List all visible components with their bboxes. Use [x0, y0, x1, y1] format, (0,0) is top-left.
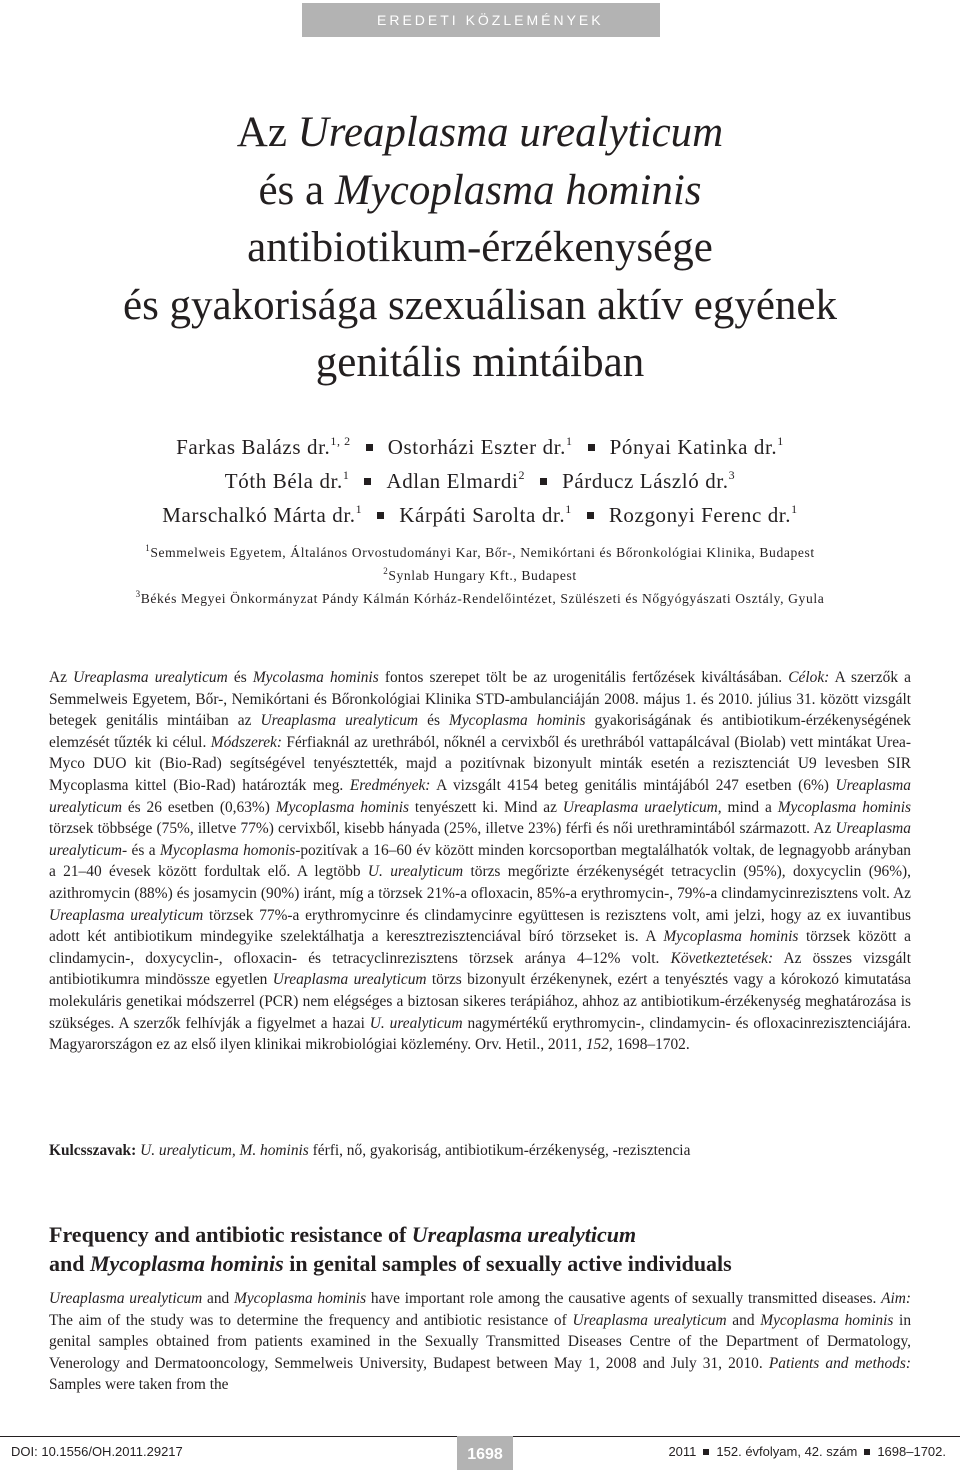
abstract-hungarian [49, 667, 911, 1056]
italic-run: Ureaplasma urealyticum [272, 971, 427, 989]
separator-square-icon [864, 1449, 870, 1455]
text-run: A szerzők a Semmelweis Egyetem, Bőr-, Nemikórtani és Bőronkológiai Klinika STD-ambulanciáján 2008. május 1. és 2010. július 31. között vizsgált betegek genitális mintáiban az [49, 669, 911, 730]
author-line [0, 498, 960, 532]
english-title-line [49, 1249, 929, 1278]
separator-square-icon [588, 444, 595, 451]
text-run: 1698–1702. [612, 1036, 690, 1054]
text-run: Férfiaknál az urethrából, nőknél a cervixből és urethrából vattapálcával (Biolab) vett mintákat Urea-Myco DUO kit (Bio-Rad) segítségével tenyésztették, majd a pozitívnak bizonyult minták esetén a rezisztenciát U9 levesben SIR Mycoplasma kittel (Bio-Rad) határozták meg. [49, 733, 911, 794]
separator-square-icon [377, 512, 384, 519]
english-title-line [49, 1220, 929, 1249]
author-line [0, 430, 960, 464]
italic-run: Mycoplasma hominis [89, 1251, 284, 1276]
italic-run: Mycoplasma hominis [449, 712, 586, 730]
author-line [0, 464, 960, 498]
italic-run: Ureaplasma urealyticum [73, 669, 228, 686]
title-line: és gyakorisága szexuálisan aktív egyének [122, 281, 837, 329]
text-run: -pozitívak a 16–60 év között minden korcsoportban megtalálhatók voltak, de legnagyobb arányban a 21–40 évesek között fordultak elő. A legtöbb [49, 841, 911, 881]
author-list [0, 430, 960, 532]
section-label: EREDETI KÖZLEMÉNYEK [302, 3, 660, 37]
italic-run: Ureaplasma urealyticum [572, 1311, 727, 1329]
keywords-list [140, 1142, 690, 1159]
italic-run: Patients and methods: [768, 1354, 911, 1372]
text-run: The aim of the study was to determine the frequency and antibiotic resistance of [49, 1311, 573, 1329]
text-run: Az [49, 669, 74, 686]
author: Párducz László dr.$^3$ [562, 468, 736, 493]
text-run: törzsek 77%-a erythromycinre és clindamycinre együttesen is rezisztens volt, ami jelzi, hogy az ex iuvantibus adott két antibiotikum mindegyike szelektálhatja a keresztrezisztenciával bíró törzseket is. A [49, 906, 912, 946]
english-title [49, 1220, 929, 1278]
text-run: gyakoriságának és antibiotikum-érzékenységének elemzését tűzték ki célul. [49, 712, 911, 751]
text-run: fontos szerepet tölt be az urogenitális fertőzések kiváltásában. [378, 669, 789, 686]
text-run: Frequency and antibiotic resistance of [49, 1222, 412, 1247]
author: Tóth Béla dr.$^1$ [224, 468, 350, 493]
author: Pónyai Katinka dr.$^1$ [609, 434, 784, 459]
text-run: törzs bizonyult érzékenynek, ezért a tenyésztés vagy a kórokozó kimutatása molekuláris genetikai módszerrel (PCR) nem elégséges a biztosan sikeres terápiához, ahhoz az antibiotikum-érzékenység meghatározása is szükséges. A szerzők felhívják a figyelmet a hazai [49, 971, 912, 1032]
text-run: Samples were taken from the [49, 1376, 229, 1394]
italic-run: Ureaplasma urealyticum [49, 820, 911, 859]
affiliations [0, 541, 960, 610]
italic-run: Mycoplasma hominis [760, 1311, 894, 1329]
italic-run: Következtetések: [670, 949, 774, 967]
citation: 2011 152. évfolyam, 42. szám 1698–1702. [668, 1444, 946, 1459]
text-run: A vizsgált 4154 beteg genitális mintájából 247 esetben (6%) [430, 776, 836, 794]
abstract-paragraph [49, 1288, 911, 1396]
italic-run: U. urealyticum, M. hominis [140, 1142, 309, 1159]
author: Farkas Balázs dr.$^{1, 2}$ [176, 434, 351, 459]
italic-run: Ureaplasma urealyticum [260, 712, 419, 730]
italic-run: Mycoplasma hominis [663, 928, 799, 946]
italic-run: Aim: [881, 1290, 911, 1307]
italic-run: 152, [585, 1036, 613, 1054]
abstract-english [49, 1288, 911, 1396]
italic-run: Célok: [788, 669, 830, 686]
abstract-paragraph [49, 667, 911, 1056]
text-run: have important role among the causative agents of sexually transmitted diseases. [366, 1290, 882, 1307]
italic-run: U. urealyticum [367, 863, 464, 881]
text-run: and [49, 1251, 90, 1276]
italic-run: Ureaplasma urealyticum [49, 776, 911, 816]
article-title [0, 104, 960, 392]
title-line: genitális mintáiban [315, 339, 645, 386]
separator-square-icon [364, 478, 371, 485]
text-run: törzsek többsége (75%, illetve 77%) cervixből, kisebb hányada (25%, illetve 23%) férfi és női urethramintából származott. Az [49, 820, 836, 838]
affiliation: $^1$Semmelweis Egyetem, Általános Orvostudományi Kar, Bőr-, Nemikórtani és Bőronkológiai Klinika, Budapest [145, 543, 815, 560]
italic-run: Módszerek: [210, 733, 282, 751]
text-run: tenyészett ki. Mind az [409, 798, 563, 816]
keywords-label: Kulcsszavak: [49, 1142, 137, 1159]
italic-run: U. urealyticum [369, 1014, 463, 1032]
italic-run: Ureaplasma uraelyticum [562, 798, 718, 816]
text-run: , mind a [717, 798, 778, 816]
text-run: and [202, 1290, 234, 1307]
italic-run: Eredmények: [349, 776, 431, 794]
text-run: törzsek között a clindamycin-, doxycyclin-, ofloxacin- és tetracyclinrezisztens törzsek aránya 4–12% volt. [49, 928, 912, 967]
text-run: nagymértékű erythromycin-, clindamycin- és ofloxacinrezisztenciájára. Magyarországon ez az első ilyen klinikai mikrobiológiai közlemény. Orv. Hetil., 2011, [49, 1014, 911, 1054]
separator-square-icon [587, 512, 594, 519]
author: Marschalkó Márta dr.$^1$ [162, 502, 363, 527]
italic-run: Mycoplasma hominis [777, 798, 912, 816]
italic-run: Mycoplasma hominis [234, 1290, 367, 1307]
author: Rozgonyi Ferenc dr.$^1$ [608, 502, 798, 527]
keywords [49, 1140, 911, 1162]
text-run: in genital samples of sexually active individuals [283, 1251, 732, 1276]
text-run: és [227, 669, 253, 686]
italic-run: Mycoplasma hominis [275, 798, 410, 816]
italic-run: Mycoplasma homonis [160, 841, 296, 859]
text-run: in genital samples obtained from patients examined in the Sexually Transmitted Diseases Centre of the Department of Dermatology, Venerology and Dermatooncology, Semmelweis University, Budapest between May 1, 2008 and July 31, 2010. [49, 1311, 912, 1372]
italic-run: Mycolasma hominis [252, 669, 379, 686]
author: Kárpáti Sarolta dr.$^1$ [399, 502, 572, 527]
author: Adlan Elmardi$^2$ [386, 468, 526, 493]
title-line: Az Ureaplasma urealyticum [236, 109, 724, 156]
doi[interactable]: DOI: 10.1556/OH.2011.29217 [11, 1444, 183, 1459]
italic-run: Ureaplasma urealyticum [49, 906, 204, 924]
text-run: és 26 esetben (0,63%) [121, 798, 276, 816]
text-run: - és a [121, 841, 160, 859]
author: Ostorházi Eszter dr.$^1$ [387, 434, 573, 459]
affiliation: $^3$Békés Megyei Önkormányzat Pándy Kálmán Kórház-Rendelőintézet, Szülészeti és Nőgyógyászati Osztály, Gyula [135, 589, 825, 606]
text-run: és [418, 712, 450, 730]
separator-square-icon [703, 1449, 709, 1455]
italic-run: Ureaplasma urealyticum [411, 1222, 637, 1247]
page-footer [0, 1436, 960, 1470]
affiliation: $^2$Synlab Hungary Kft., Budapest [383, 566, 577, 583]
separator-square-icon [540, 478, 547, 485]
text-run: Az összes vizsgált antibiotikumra mindössze egyetlen [49, 949, 911, 989]
title-line: és a Mycoplasma hominis [258, 166, 702, 214]
text-run: törzs megőrizte érzékenységét tetracyclin (95%), doxycyclin (96%), azithromycin (88%) és josamycin (90%) iránt, míg a törzsek 21%-a ofloxacin, 85%-a erythromycin-, 79%-a clindamycinrezisztens volt. Az [49, 863, 912, 902]
text-run: férfi, nő, gyakoriság, antibiotikum-érzékenység, -rezisztencia [308, 1142, 691, 1159]
title-line: antibiotikum-érzékenysége [247, 224, 713, 271]
page-number: 1698 [457, 1436, 513, 1470]
text-run: and [726, 1311, 761, 1329]
separator-square-icon [366, 444, 373, 451]
italic-run: Ureaplasma urealyticum [49, 1290, 203, 1307]
